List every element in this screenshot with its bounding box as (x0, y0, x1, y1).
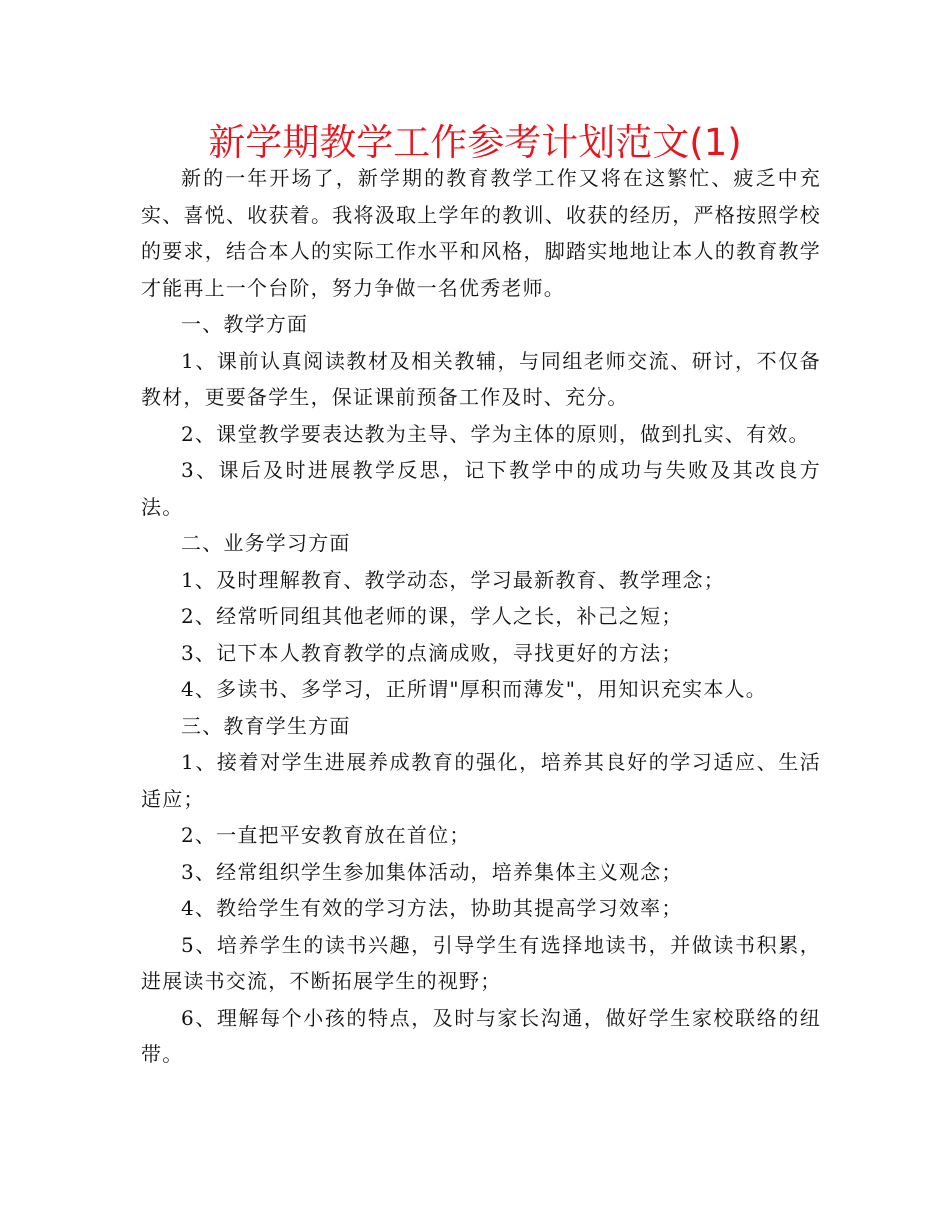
paragraph-intro: 新的一年开场了，新学期的教育教学工作又将在这繁忙、疲乏中充实、喜悦、收获着。我将汲取上学年的教训、收获的经历，严格按照学校的要求，结合本人的实际工作水平和风格，脚踏实地地让本人的教育教学才能再上一个台阶，努力争做一名优秀老师。 (141, 166, 821, 300)
list-item: 2、经常听同组其他老师的课，学人之长，补己之短； (181, 604, 683, 628)
list-item: 3、记下本人教育教学的点滴成败，寻找更好的方法； (181, 640, 683, 665)
list-item: 3、经常组织学生参加集体活动，培养集体主义观念； (181, 859, 683, 884)
list-item: 1、及时理解教育、教学动态，学习最新教育、教学理念； (181, 567, 725, 592)
list-item: 1、接着对学生进展养成教育的强化，培养其良好的学习适应、生活适应； (141, 750, 821, 811)
list-item: 5、培养学生的读书兴趣，引导学生有选择地读书，并做读书积累，进展读书交流，不断拓展学生的视野； (141, 932, 821, 993)
section-heading-professional-study: 二、业务学习方面 (181, 531, 351, 555)
list-item: 2、一直把平安教育放在首位； (181, 823, 471, 847)
list-item: 4、教给学生有效的学习方法，协助其提高学习效率； (181, 896, 683, 920)
document-body (141, 160, 821, 1073)
list-item: 6、理解每个小孩的特点，及时与家长沟通，做好学生家校联络的纽带。 (141, 1005, 821, 1066)
document-title: 新学期教学工作参考计划范文(1) (208, 121, 742, 164)
section-heading-student-education: 三、教育学生方面 (181, 713, 351, 738)
list-item: 2、课堂教学要表达教为主导、学为主体的原则，做到扎实、有效。 (181, 421, 810, 446)
list-item: 4、多读书、多学习，正所谓"厚积而薄发"，用知识充实本人。 (181, 677, 767, 701)
section-heading-teaching: 一、教学方面 (181, 312, 309, 336)
list-item: 1、课前认真阅读教材及相关教辅，与同组老师交流、研讨，不仅备教材，更要备学生，保证课前预备工作及时、充分。 (141, 348, 821, 409)
list-item: 3、课后及时进展教学反思，记下教学中的成功与失败及其改良方法。 (141, 458, 821, 519)
